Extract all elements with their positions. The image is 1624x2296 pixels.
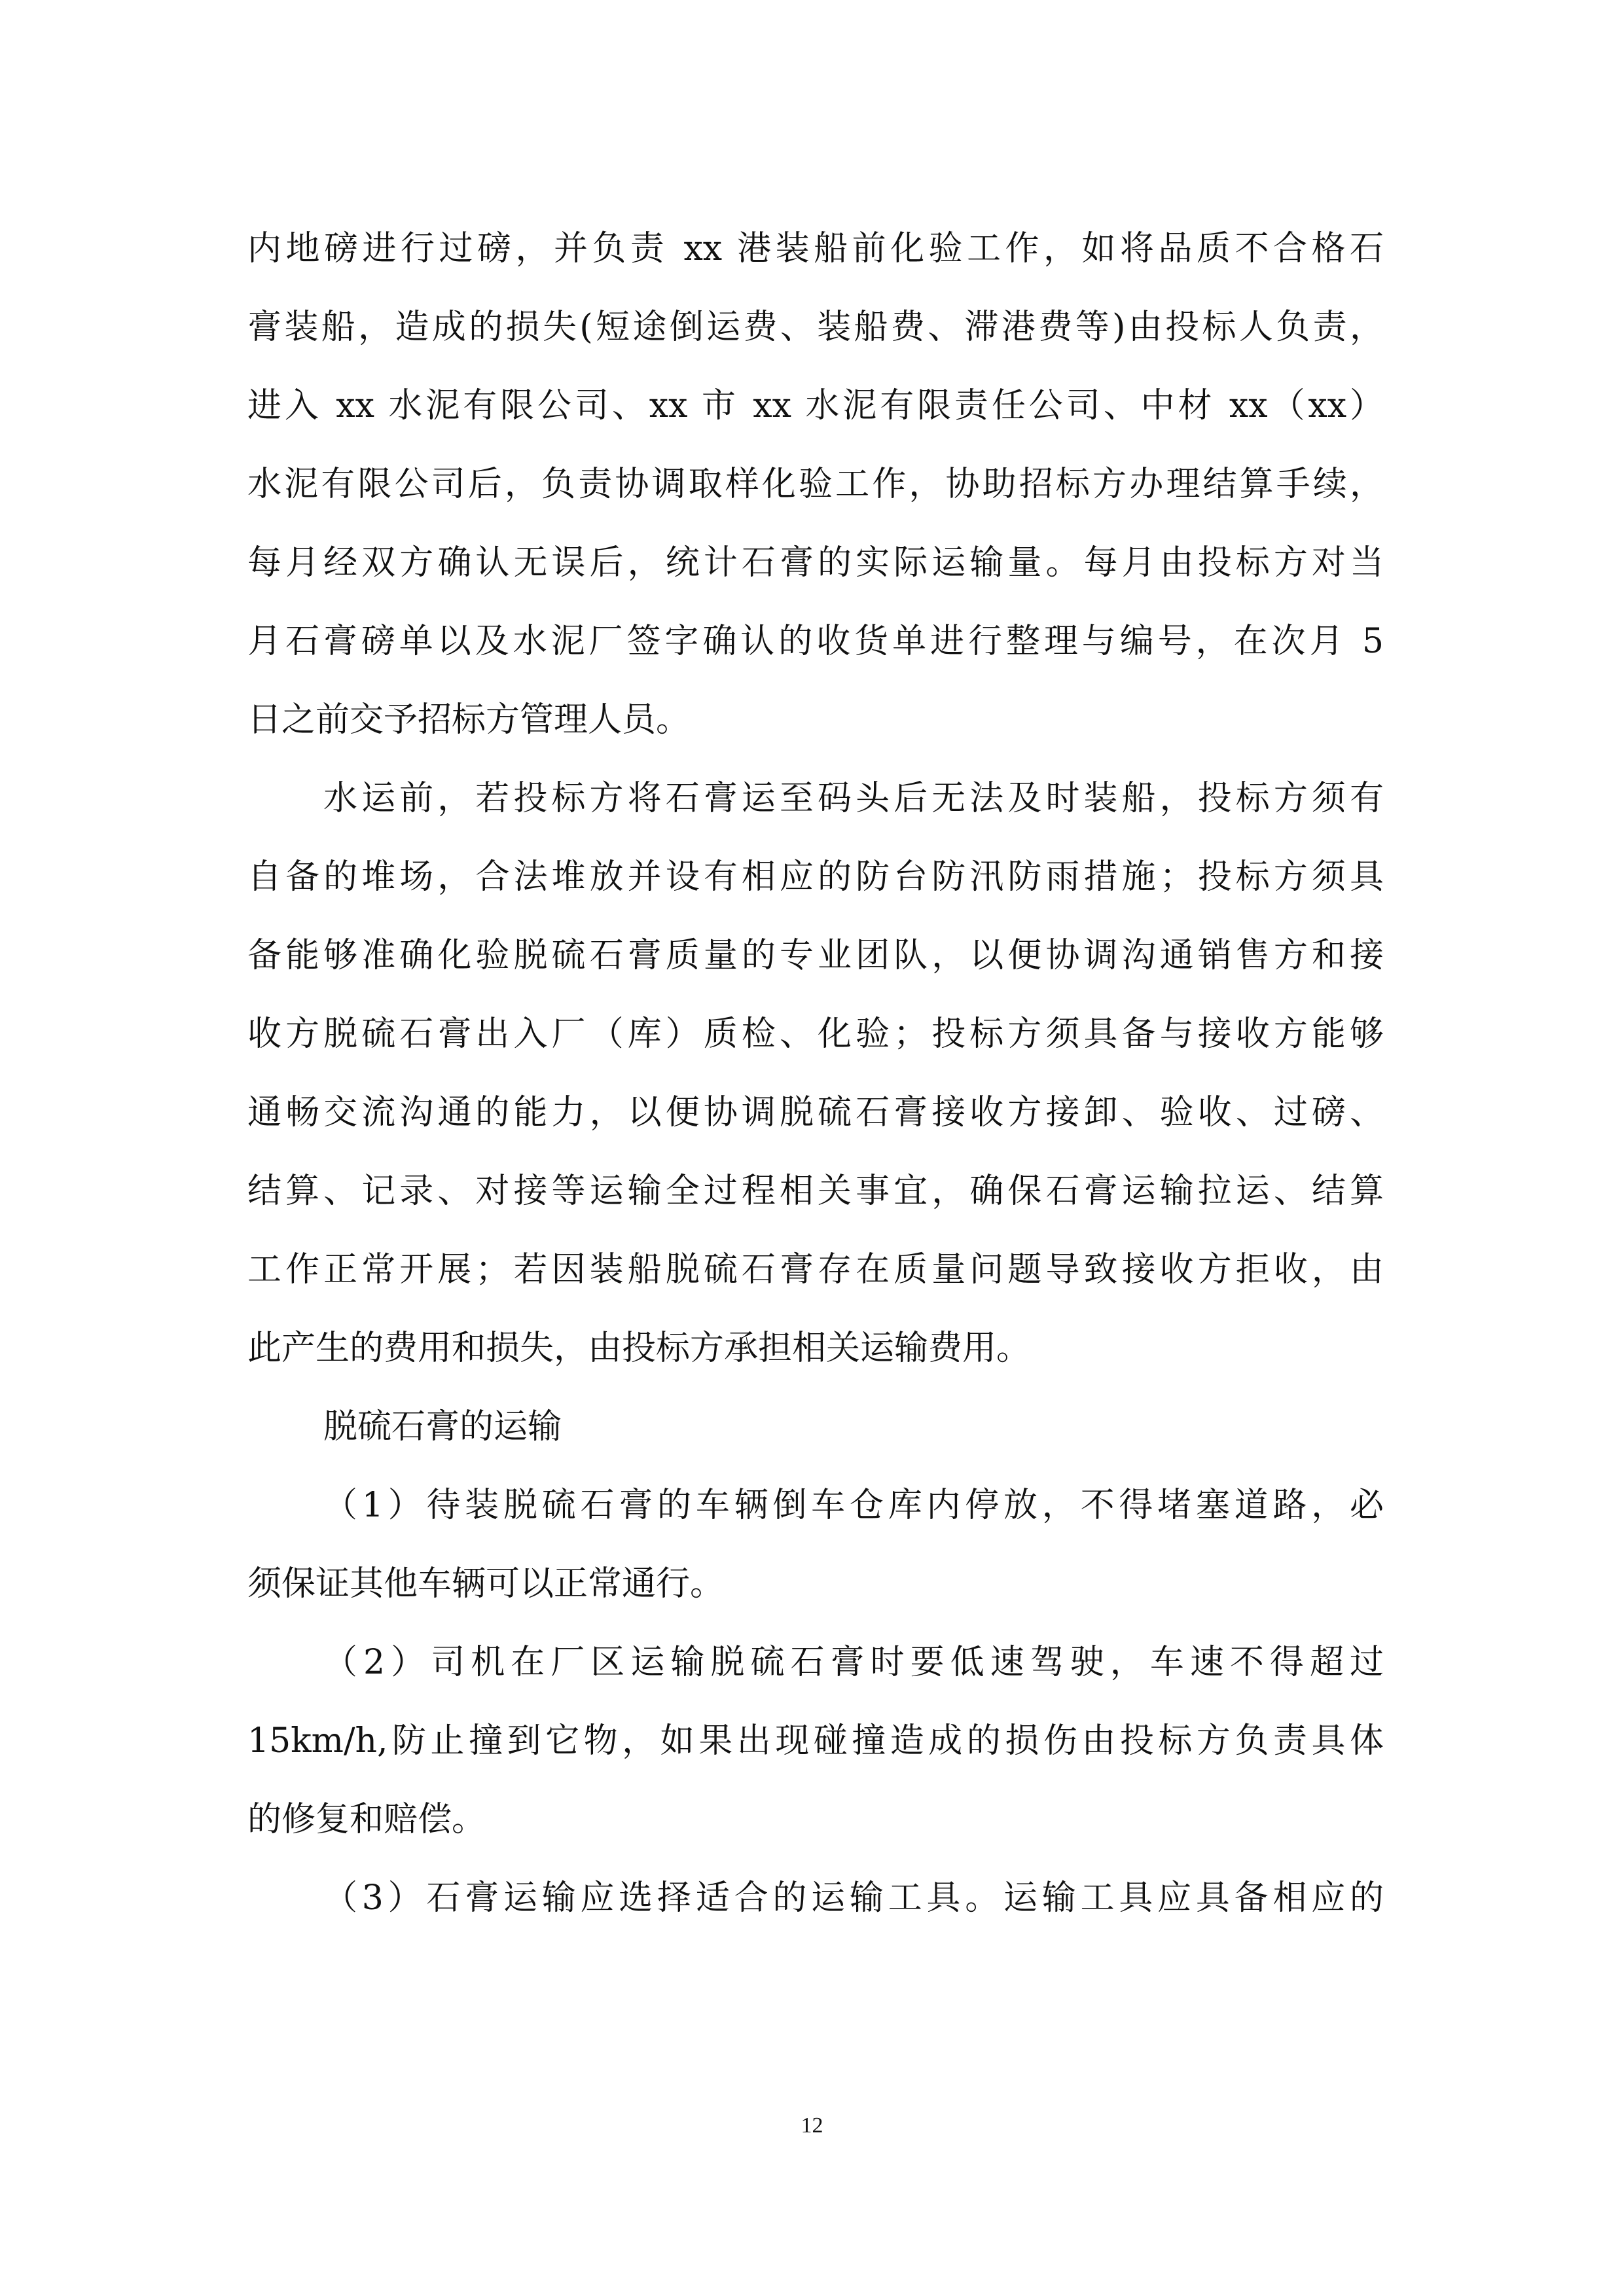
text-line: 日之前交予招标方管理人员。 [247,700,691,740]
text-line: 自备的堆场，合法堆放并设有相应的防台防汛防雨措施；投标方须具 [247,857,1384,897]
text-line: 工作正常开展；若因装船脱硫石膏存在质量问题导致接收方拒收，由 [247,1250,1384,1289]
list-item-first-line: （1）待装脱硫石膏的车辆倒车仓库内停放，不得堵塞道路，必 [323,1486,1384,1525]
text-line: 结算、记录、对接等运输全过程相关事宜，确保石膏运输拉运、结算 [247,1172,1384,1211]
text-line: 进入 xx 水泥有限公司、xx 市 xx 水泥有限责任公司、中材 xx（xx） [247,386,1384,425]
text-line: 此产生的费用和损失，由投标方承担相关运输费用。 [247,1329,1031,1368]
page-number: 12 [801,2113,823,2138]
text-line: 收方脱硫石膏出入厂（库）质检、化验；投标方须具备与接收方能够 [247,1014,1384,1054]
list-item-first-line: （3）石膏运输应选择适合的运输工具。运输工具应具备相应的 [323,1878,1384,1918]
text-line: 水泥有限公司后，负责协调取样化验工作，协助招标方办理结算手续， [247,465,1384,504]
text-line: 月石膏磅单以及水泥厂签字确认的收货单进行整理与编号，在次月 5 [247,622,1384,661]
text-line: 15km/h,防止撞到它物，如果出现碰撞造成的损伤由投标方负责具体 [247,1721,1384,1761]
list-item-first-line: （2）司机在厂区运输脱硫石膏时要低速驾驶，车速不得超过 [323,1643,1384,1682]
text-line: 膏装船，造成的损失(短途倒运费、装船费、滞港费等)由投标人负责， [247,308,1384,347]
text-line: 每月经双方确认无误后，统计石膏的实际运输量。每月由投标方对当 [247,543,1384,583]
text-line: 通畅交流沟通的能力，以便协调脱硫石膏接收方接卸、验收、过磅、 [247,1093,1384,1132]
paragraph-first-line: 水运前，若投标方将石膏运至码头后无法及时装船，投标方须有 [323,779,1384,818]
section-heading: 脱硫石膏的运输 [323,1407,562,1446]
text-line: 的修复和赔偿。 [247,1800,486,1839]
text-line: 须保证其他车辆可以正常通行。 [247,1564,725,1604]
text-line: 内地磅进行过磅，并负责 xx 港装船前化验工作，如将品质不合格石 [247,229,1384,268]
text-line: 备能够准确化验脱硫石膏质量的专业团队，以便协调沟通销售方和接 [247,936,1384,975]
